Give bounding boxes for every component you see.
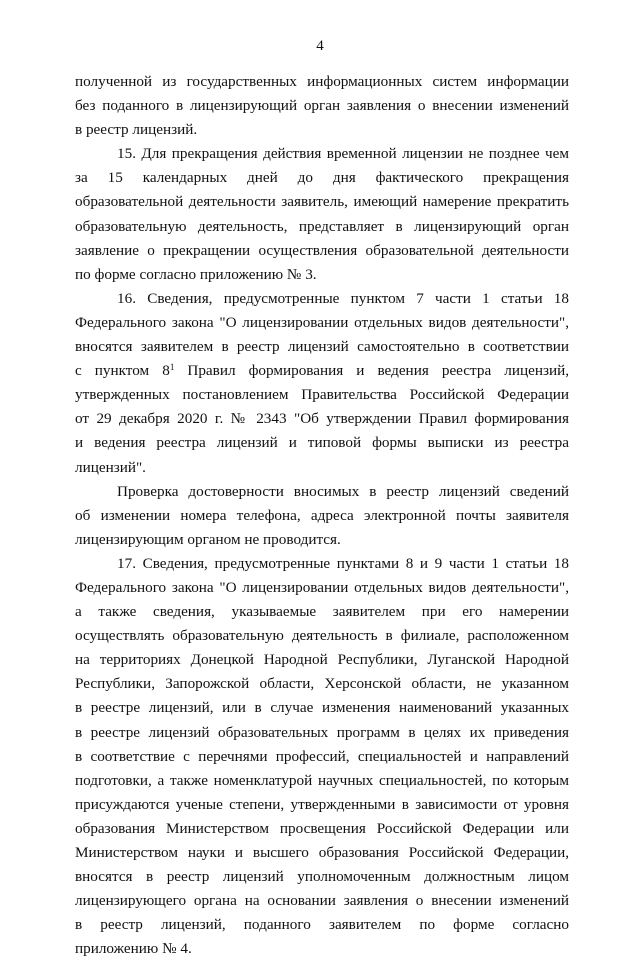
text-line-content: образовательную деятельность, представляет в лицензирующий орган — [75, 217, 569, 235]
text-line-content: 15. Для прекращения действия временной лицензии не позднее чем — [117, 145, 569, 163]
text-line — [75, 287, 569, 311]
text-line-content: Федерального закона "О лицензировании отдельных видов деятельности", — [75, 313, 569, 331]
text-line-content: заявление о прекращении осуществления образовательной деятельности — [75, 241, 569, 259]
text-line — [75, 793, 569, 817]
page-number: 4 — [316, 38, 324, 54]
text-line-content: образовательной деятельности заявитель, имеющий намерение прекратить — [75, 193, 569, 211]
text-line-content: приложению № 4. — [75, 940, 192, 958]
document-body — [75, 70, 569, 961]
text-line-content: лицензий". — [75, 458, 146, 476]
text-line — [75, 528, 569, 552]
text-line-content: с пунктом 8 — [75, 362, 170, 380]
text-line — [75, 142, 569, 166]
text-line-content: 17. Сведения, предусмотренные пунктами 8 и 9 части 1 статьи 18 — [117, 554, 569, 572]
text-line-content: об изменении номера телефона, адреса электронной почты заявителя — [75, 506, 569, 524]
text-line-content: в реестр лицензий. — [75, 121, 198, 139]
text-line — [75, 672, 569, 696]
text-line — [75, 696, 569, 720]
text-line-content: присуждаются ученые степени, утвержденными в зависимости от уровня — [75, 795, 569, 813]
text-line-continuation: Правил формирования и ведения реестра лицензий, — [174, 362, 569, 380]
text-line-content: лицензирующим органом не проводится. — [75, 530, 341, 548]
text-line-content: по форме согласно приложению № 3. — [75, 265, 317, 283]
text-line-content: 16. Сведения, предусмотренные пунктом 7 части 1 статьи 18 — [117, 289, 569, 307]
text-line-content: без поданного в лицензирующий орган заявления о внесении изменений — [75, 97, 569, 115]
text-line — [75, 865, 569, 889]
text-line-content: утвержденных постановлением Правительства Российской Федерации — [75, 386, 569, 404]
text-line-content: в реестр лицензий, поданного заявителем по форме согласно — [75, 916, 569, 934]
text-line — [75, 263, 569, 287]
text-line-content: а также сведения, указываемые заявителем при его намерении — [75, 603, 569, 621]
text-line-content: от 29 декабря 2020 г. № 2343 "Об утверждении Правил формирования — [75, 410, 569, 428]
text-line — [75, 552, 569, 576]
text-line-content: за 15 календарных дней до дня фактического прекращения — [75, 169, 569, 187]
text-line — [75, 841, 569, 865]
text-line — [75, 431, 569, 455]
text-line — [75, 648, 569, 672]
text-line-content: полученной из государственных информационных систем информации — [75, 73, 569, 90]
text-line-content: Министерством науки и высшего образования Российской Федерации, — [75, 844, 569, 861]
text-line-content: подготовки, а также номенклатурой научных специальностей, по которым — [75, 771, 569, 789]
text-line — [75, 576, 569, 600]
text-line — [75, 215, 569, 239]
text-line-content: вносятся в реестр лицензий уполномоченным должностным лицом — [75, 868, 569, 886]
text-line — [75, 937, 569, 961]
text-line — [75, 166, 569, 190]
text-line-content: образования Министерством просвещения Российской Федерации или — [75, 819, 569, 837]
text-line-content: и ведения реестра лицензий и типовой формы выписки из реестра — [75, 434, 569, 452]
text-line-content: вносятся заявителем в реестр лицензий самостоятельно в соответствии — [75, 338, 569, 356]
text-line-content: в соответствие с перечнями профессий, специальностей и направлений — [75, 747, 569, 765]
text-line — [75, 70, 569, 94]
text-line — [75, 745, 569, 769]
text-line — [75, 118, 569, 142]
text-line-content: осуществлять образовательную деятельность в филиале, расположенном — [75, 627, 569, 645]
text-line — [75, 383, 569, 407]
text-line — [75, 504, 569, 528]
text-line — [75, 456, 569, 480]
text-line — [75, 94, 569, 118]
text-line-content: лицензирующего органа на основании заявления о внесении изменений — [75, 892, 569, 910]
text-line-content: в реестре лицензий образовательных программ в целях их приведения — [75, 723, 569, 741]
text-line — [75, 721, 569, 745]
text-line-content: Федерального закона "О лицензировании отдельных видов деятельности", — [75, 578, 569, 596]
text-line-content: Республики, Запорожской области, Херсонской области, не указанном — [75, 675, 569, 693]
text-line — [75, 190, 569, 214]
text-line — [75, 624, 569, 648]
text-line — [75, 600, 569, 624]
text-line-content: на территориях Донецкой Народной Республики, Луганской Народной — [75, 651, 569, 669]
text-line — [75, 480, 569, 504]
text-line — [75, 407, 569, 431]
text-line-content: Проверка достоверности вносимых в реестр лицензий сведений — [117, 482, 569, 500]
text-line — [75, 335, 569, 359]
text-line-content: в реестре лицензий, или в случае изменения наименований указанных — [75, 699, 569, 717]
text-line — [75, 311, 569, 335]
text-line — [75, 889, 569, 913]
text-line — [75, 817, 569, 841]
superscript: 1 — [169, 362, 175, 373]
text-line — [75, 239, 569, 263]
text-line — [75, 769, 569, 793]
text-line — [75, 359, 569, 383]
text-line — [75, 913, 569, 937]
